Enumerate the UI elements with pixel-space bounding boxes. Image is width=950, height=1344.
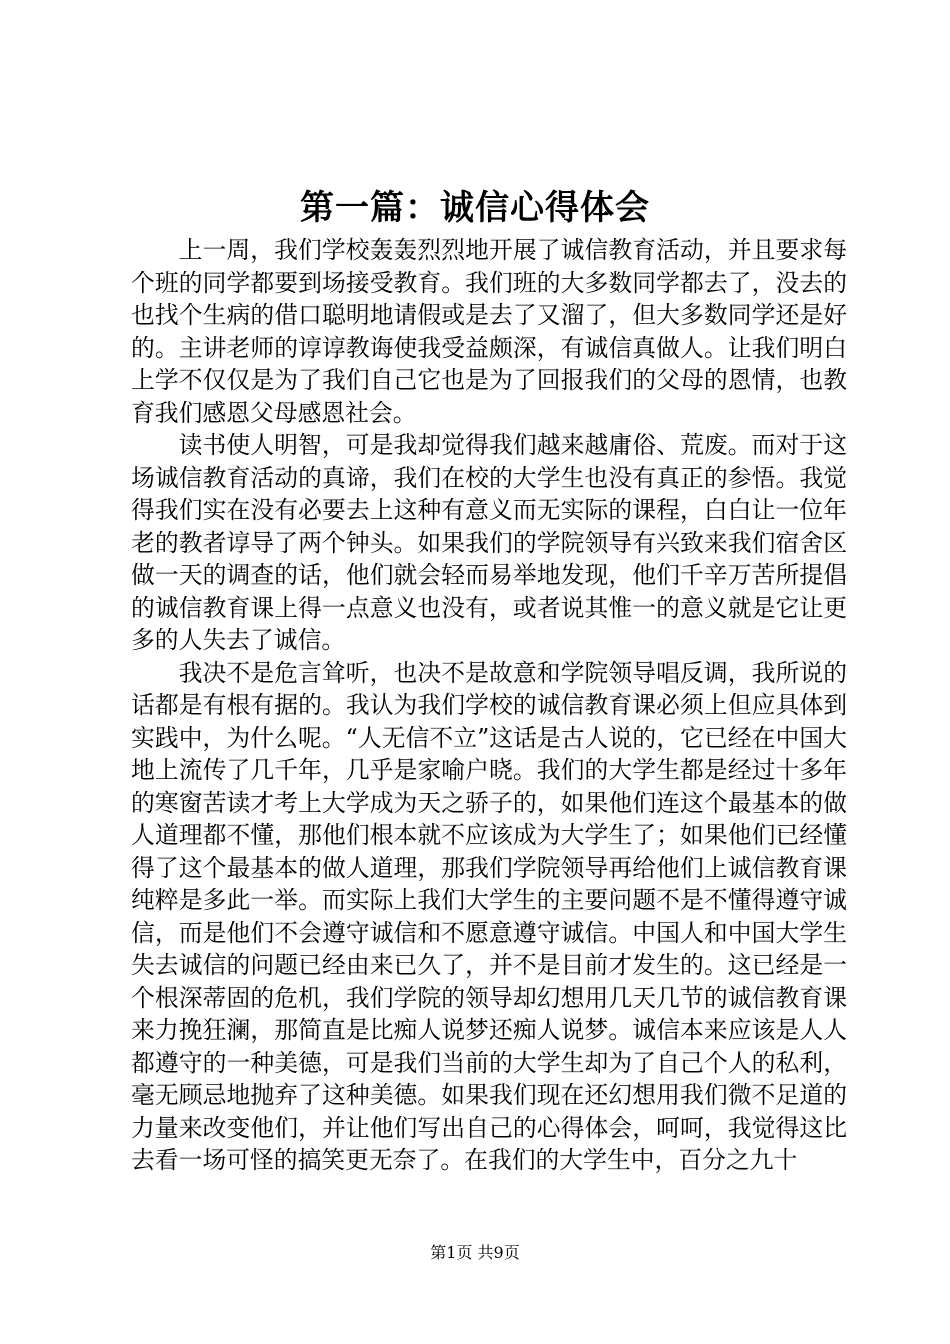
paragraph: 我决不是危言耸听，也决不是故意和学院领导唱反调，我所说的话都是有根有据的。我认为我们学校的诚信教育课必须上但应具体到实践中，为什么呢。“人无信不立”这话是古人说的，它已经在中国大地上流传了几千年，几乎是家喻户晓。我们的大学生都是经过十多年的寒窗苦读才考上大学成为天之骄子的，如果他们连这个最基本的做人道理都不懂，那他们根本就不应该成为大学生了；如果他们已经懂得了这个最基本的做人道理，那我们学院领导再给他们上诚信教育课纯粹是多此一举。而实际上我们大学生的主要问题不是不懂得遵守诚信，而是他们不会遵守诚信和不愿意遵守诚信。中国人和中国大学生失去诚信的问题已经由来已久了，并不是目前才发生的。这已经是一个根深蒂固的危机，我们学院的领导却幻想用几天几节的诚信教育课来力挽狂澜，那简直是比痴人说梦还痴人说梦。诚信本来应该是人人都遵守的一种美德，可是我们当前的大学生却为了自己个人的私利，毫无顾忌地抛弃了这种美德。如果我们现在还幻想用我们微不足道的力量来改变他们，并让他们写出自己的心得体会，呵呵，我觉得这比去看一场可怪的搞笑更无奈了。在我们的大学生中，百分之九十 [131,658,847,1174]
paragraph: 读书使人明智，可是我却觉得我们越来越庸俗、荒废。而对于这场诚信教育活动的真谛，我们在校的大学生也没有真正的参悟。我觉得我们实在没有必要去上这种有意义而无实际的课程，白白让一位年老的教者谆导了两个钟头。如果我们的学院领导有兴致来我们宿舍区做一天的调查的话，他们就会轻而易举地发现，他们千辛万苦所提倡的诚信教育课上得一点意义也没有，或者说其惟一的意义就是它让更多的人失去了诚信。 [131,431,847,654]
page-indicator: 第1页 共9页 [430,1243,520,1262]
paragraph: 上一周，我们学校轰轰烈烈地开展了诚信教育活动，并且要求每个班的同学都要到场接受教育。我们班的大多数同学都去了，没去的也找个生病的借口聪明地请假或是去了又溜了，但大多数同学还是好的。主讲老师的谆谆教诲使我受益颇深，有诚信真做人。让我们明白上学不仅仅是为了我们自己它也是为了回报我们的父母的恩情，也教育我们感恩父母感恩社会。 [131,236,847,427]
document-title: 第一篇：诚信心得体会 [300,188,650,228]
document-body [131,234,847,1177]
